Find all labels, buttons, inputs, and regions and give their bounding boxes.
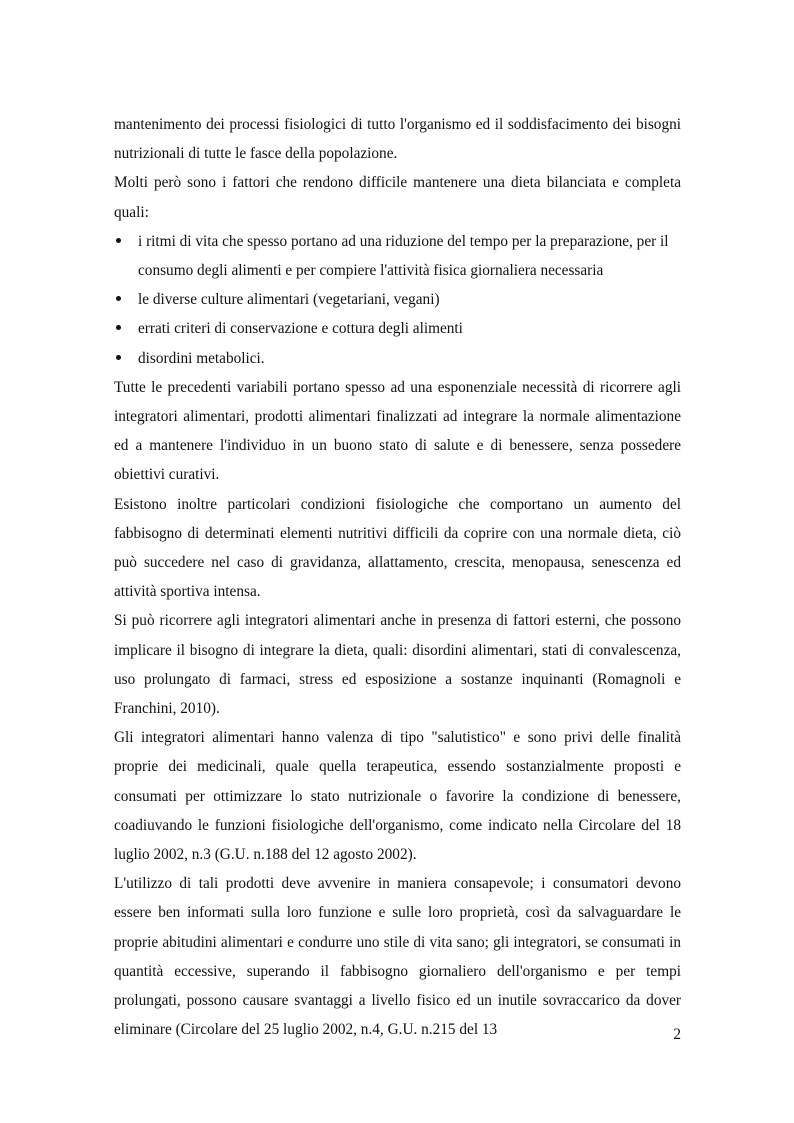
list-item: [114, 314, 681, 343]
paragraph: Molti però sono i fattori che rendono difficile mantenere una dieta bilanciata e completa quali:: [114, 174, 681, 221]
paragraph: Gli integratori alimentari hanno valenza di tipo "salutistico" e sono privi delle finalità proprie dei medicinali, quale quella terapeutica, essendo sostanzialmente proposti e consumati per ottimizzare lo stato nutrizionale o favorire la condizione di benessere, coadiuvando le funzioni fisiologiche dell'organismo, come indicato nella Circolare del 18 luglio 2002, n.3 (G.U. n.188 del 12 agosto 2002).: [114, 729, 681, 864]
list-item-text: errati criteri di conservazione e cottura degli alimenti: [138, 320, 463, 338]
list-item: [114, 285, 681, 314]
bullet-icon: [114, 314, 122, 343]
bullet-icon: [114, 285, 122, 314]
paragraph: L'utilizzo di tali prodotti deve avvenire in maniera consapevole; i consumatori devono essere ben informati sulla loro funzione e sulle loro proprietà, così da salvaguardare le proprie abitudini alimentari e condurre uno stile di vita sano; gli integratori, se consumati in quantità eccessive, superando il fabbisogno giornaliero dell'organismo e per tempi prolungati, possono causare svantaggi a livello fisico ed un inutile sovraccarico da dover eliminare (Circolare del 25 luglio 2002, n.4, G.U. n.215 del 13: [114, 875, 681, 1039]
bullet-icon: [114, 344, 122, 373]
paragraph: mantenimento dei processi fisiologici di tutto l'organismo ed il soddisfacimento dei bisogni nutrizionali di tutte le fasce della popolazione.: [114, 116, 681, 163]
bullet-icon: [114, 227, 122, 256]
paragraph: Si può ricorrere agli integratori alimentari anche in presenza di fattori esterni, che possono implicare il bisogno di integrare la dieta, quali: disordini alimentari, stati di convalescenza, uso prolungato di farmaci, stress ed esposizione a sostanze inquinanti (Romagnoli e Franchini, 2010).: [114, 612, 681, 718]
document-body: [114, 110, 681, 1045]
list-item: [114, 344, 681, 373]
list-item: [114, 227, 681, 285]
page-number: 2: [673, 1026, 681, 1043]
paragraph: Esistono inoltre particolari condizioni fisiologiche che comportano un aumento del fabbisogno di determinati elementi nutritivi difficili da coprire con una normale dieta, ciò può succedere nel caso di gravidanza, allattamento, crescita, menopausa, senescenza ed attività sportiva intensa.: [114, 495, 681, 601]
list-item-text: le diverse culture alimentari (vegetariani, vegani): [138, 291, 440, 309]
paragraph: Tutte le precedenti variabili portano spesso ad una esponenziale necessità di ricorrere agli integratori alimentari, prodotti alimentari finalizzati ad integrare la normale alimentazione ed a mantenere l'individuo in un buono stato di salute e di benessere, senza possedere obiettivi curativi.: [114, 378, 681, 484]
bullet-list: [114, 227, 681, 373]
list-item-text: i ritmi di vita che spesso portano ad una riduzione del tempo per la preparazione, per il consumo degli alimenti e per compiere l'attività fisica giornaliera necessaria: [138, 232, 669, 280]
list-item-text: disordini metabolici.: [138, 349, 265, 367]
